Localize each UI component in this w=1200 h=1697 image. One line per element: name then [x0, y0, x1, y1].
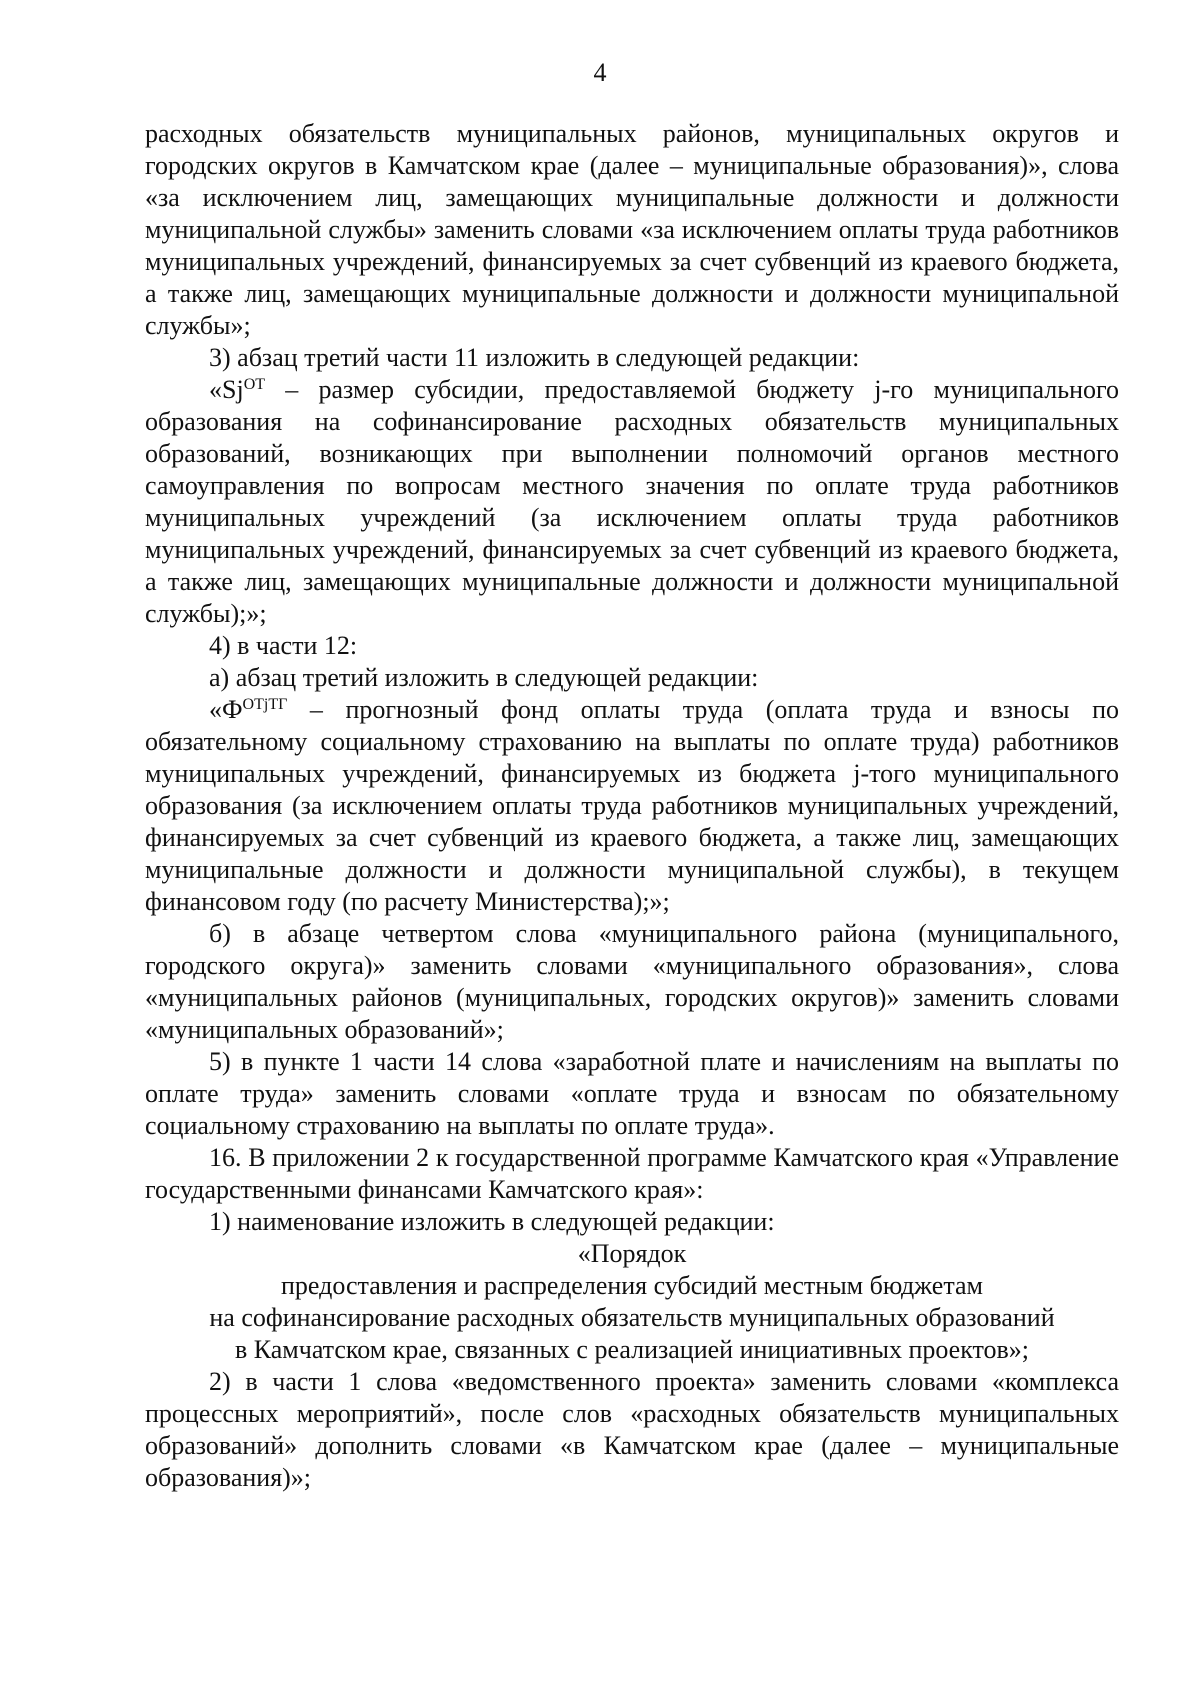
- paragraph-4: 4) в части 12:: [209, 631, 358, 660]
- paragraph-6-text: – прогнозный фонд оплаты труда (оплата труда и взносы по обязательному социальному страхованию на выплаты по оплате труда) работников муниципальных учреждений, финансируемых из бюджета j-того муниципального образования (за исключением оплаты труда работников муниципальных учреждений, финансируемых за счет субвенций из краевого бюджета, а также лиц, замещающих муниципальные должности и должности муниципальной службы), в текущем финансовом году (по расчету Министерства);»;: [145, 695, 1119, 916]
- paragraph-9: 16. В приложении 2 к государственной программе Камчатского края «Управление государственными финансами Камчатского края»:: [145, 1143, 1119, 1204]
- paragraph-5: а) абзац третий изложить в следующей редакции:: [209, 663, 759, 692]
- page-number: 4: [593, 58, 607, 87]
- paragraph-6: [145, 694, 1119, 918]
- formula-sj-symbol: «Sj: [209, 375, 244, 404]
- procedure-title-line-2: предоставления и распределения субсидий местным бюджетам: [280, 1271, 984, 1300]
- paragraph-7: б) в абзаце четвертом слова «муниципального района (муниципального, городского округа)» заменить словами «муниципального образования», слова «муниципальных районов (муниципальных, городских округов)» заменить словами «муниципальных образований»;: [145, 919, 1119, 1044]
- paragraph-3: [145, 374, 1119, 630]
- procedure-title-line-4: в Камчатском крае, связанных с реализацией инициативных проектов»;: [234, 1335, 1030, 1364]
- formula-f-superscript: ОТjТГ: [242, 696, 288, 713]
- formula-sj-superscript: ОТ: [243, 376, 266, 393]
- paragraph-8: 5) в пункте 1 части 14 слова «заработной плате и начислениям на выплаты по оплате труда» заменить словами «оплате труда и взносам по обязательному социальному страхованию на выплаты по оплате труда».: [145, 1047, 1119, 1140]
- paragraph-11: 2) в части 1 слова «ведомственного проекта» заменить словами «комплекса процессных мероприятий», после слов «расходных обязательств муниципальных образований» дополнить словами «в Камчатском крае (далее – муниципальные образования)»;: [145, 1367, 1119, 1492]
- procedure-title-line-1: «Порядок: [577, 1239, 687, 1268]
- document-body: [145, 118, 1119, 1494]
- paragraph-2: 3) абзац третий части 11 изложить в следующей редакции:: [209, 343, 860, 372]
- formula-f-symbol: «Ф: [209, 695, 243, 724]
- paragraph-10: 1) наименование изложить в следующей редакции:: [209, 1207, 775, 1236]
- procedure-title-line-3: на софинансирование расходных обязательств муниципальных образований: [209, 1303, 1055, 1332]
- paragraph-1: расходных обязательств муниципальных районов, муниципальных округов и городских округов в Камчатском крае (далее – муниципальные образования)», слова «за исключением лиц, замещающих муниципальные должности и должности муниципальной службы» заменить словами «за исключением оплаты труда работников муниципальных учреждений, финансируемых за счет субвенций из краевого бюджета, а также лиц, замещающих муниципальные должности и должности муниципальной службы»;: [145, 119, 1119, 340]
- paragraph-3-text: – размер субсидии, предоставляемой бюджету j-го муниципального образования на софинансирование расходных обязательств муниципальных образований, возникающих при выполнении полномочий органов местного самоуправления по вопросам местного значения по оплате труда работников муниципальных учреждений (за исключением оплаты труда работников муниципальных учреждений, финансируемых за счет субвенций из краевого бюджета, а также лиц, замещающих муниципальные должности и должности муниципальной службы);»;: [145, 375, 1119, 628]
